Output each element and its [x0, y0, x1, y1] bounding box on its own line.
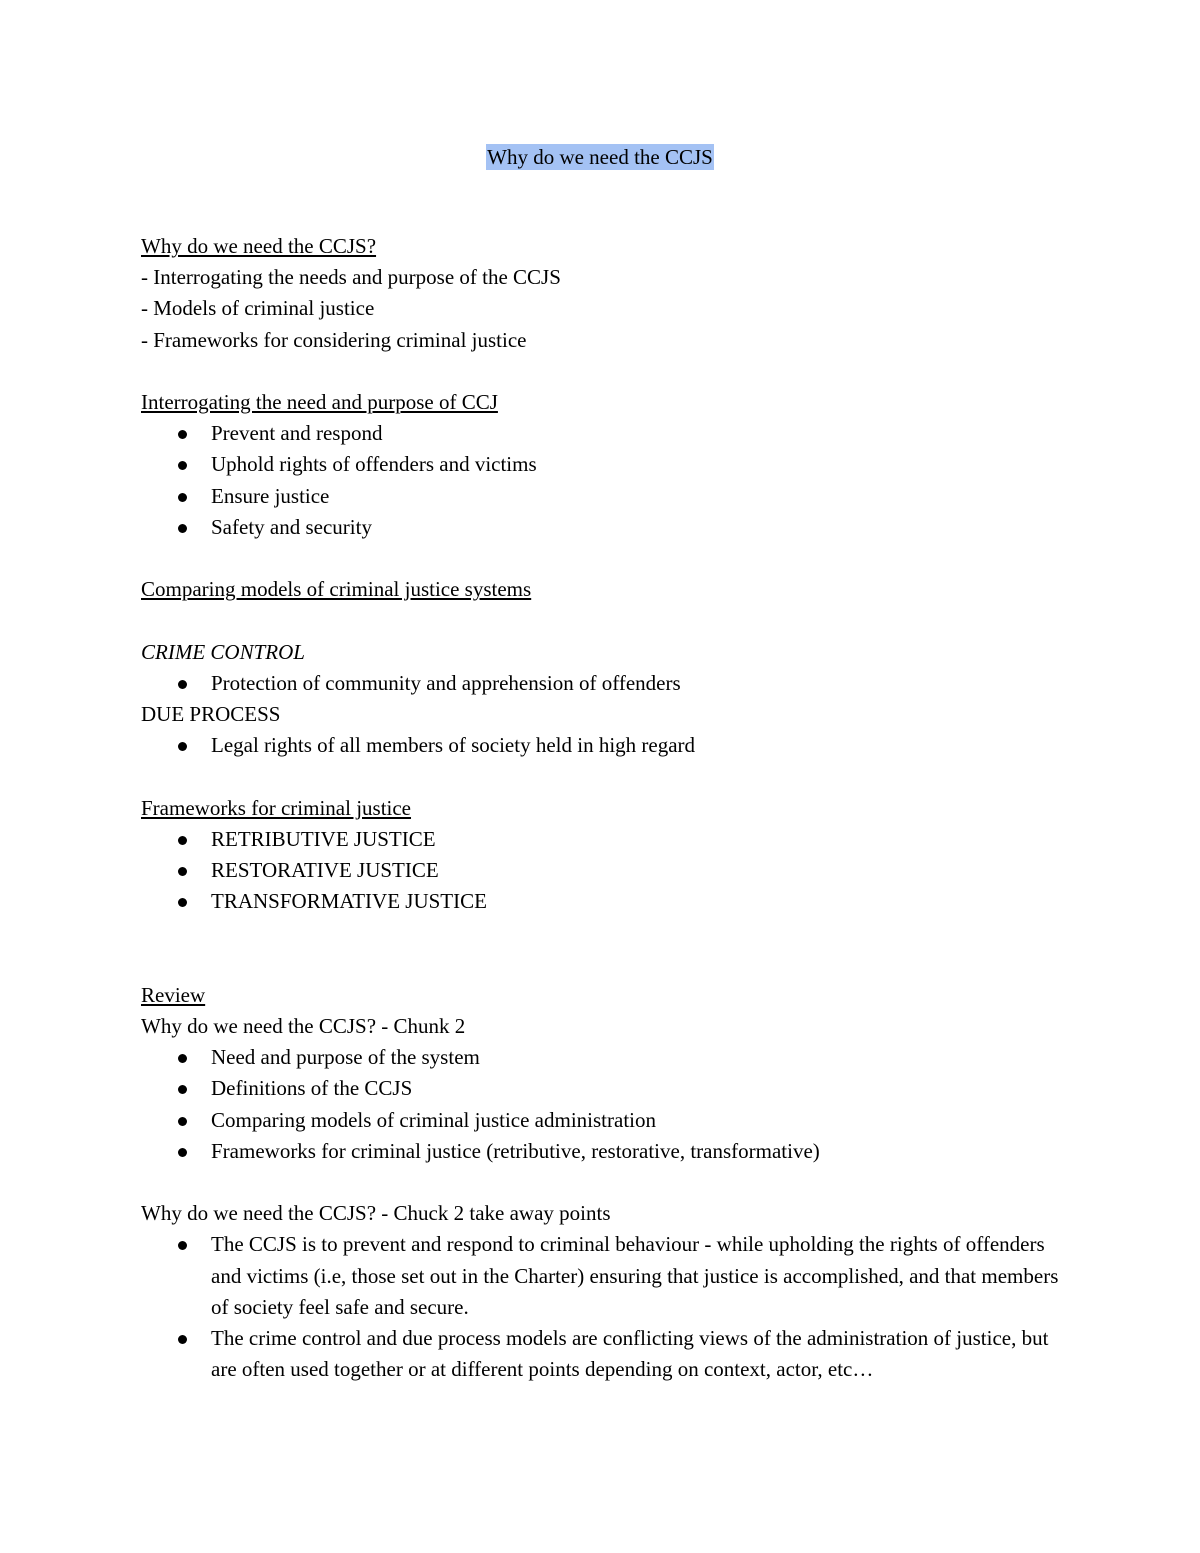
due-process-list: [141, 730, 1081, 761]
takeaways-heading: Why do we need the CCJS? - Chuck 2 take away points: [141, 1201, 611, 1226]
bullet-icon: [178, 493, 187, 502]
bullet-icon: [178, 430, 187, 439]
bullet-icon: [178, 867, 187, 876]
title-container: [0, 143, 1200, 171]
bullet-icon: [178, 680, 187, 689]
intro-heading: Why do we need the CCJS?: [141, 234, 377, 258]
list-item: Definitions of the CCJS: [211, 1073, 1081, 1104]
list-item: Frameworks for criminal justice (retributive, restorative, transformative): [211, 1136, 1081, 1167]
need-purpose-heading: Interrogating the need and purpose of CCJ: [141, 390, 498, 414]
list-item: Uphold rights of offenders and victims: [211, 449, 1081, 480]
review-heading: Review: [141, 982, 206, 1007]
intro-line: - Models of criminal justice: [141, 296, 375, 321]
list-item: Safety and security: [211, 512, 1081, 543]
frameworks-heading: Frameworks for criminal justice: [141, 795, 412, 820]
list-item: Ensure justice: [211, 481, 1081, 512]
list-item: Legal rights of all members of society held in high regard: [211, 730, 1081, 761]
bullet-icon: [178, 898, 187, 907]
bullet-icon: [178, 742, 187, 751]
review-subheading: Why do we need the CCJS? - Chunk 2: [141, 1014, 466, 1038]
frameworks-list: [141, 824, 1081, 918]
crime-control-label: CRIME CONTROL: [141, 639, 305, 664]
bullet-icon: [178, 1054, 187, 1063]
bullet-icon: [178, 1148, 187, 1157]
list-item: Need and purpose of the system: [211, 1042, 1081, 1073]
need-purpose-list: [141, 418, 1081, 543]
list-item: RESTORATIVE JUSTICE: [211, 855, 1081, 886]
crime-control-list: [141, 668, 1081, 699]
takeaways-list: [141, 1229, 1081, 1385]
bullet-icon: [178, 1085, 187, 1094]
bullet-icon: [178, 1241, 187, 1250]
list-item: RETRIBUTIVE JUSTICE: [211, 824, 1081, 855]
document-body: [141, 231, 1081, 1385]
bullet-icon: [178, 461, 187, 470]
bullet-icon: [178, 836, 187, 845]
intro-line: - Frameworks for considering criminal justice: [141, 327, 527, 352]
list-item: Comparing models of criminal justice administration: [211, 1105, 1081, 1136]
list-item: Prevent and respond: [211, 418, 1081, 449]
bullet-icon: [178, 1335, 187, 1344]
due-process-label: DUE PROCESS: [141, 702, 281, 726]
bullet-icon: [178, 1117, 187, 1126]
list-item: TRANSFORMATIVE JUSTICE: [211, 886, 1081, 917]
models-heading: Comparing models of criminal justice systems: [141, 577, 532, 602]
bullet-icon: [178, 524, 187, 533]
intro-line: - Interrogating the needs and purpose of the CCJS: [141, 265, 561, 290]
list-item: Protection of community and apprehension of offenders: [211, 668, 1081, 699]
list-item: The crime control and due process models are conflicting views of the administration of justice, but are often used together or at different points depending on context, actor, etc…: [211, 1323, 1061, 1385]
list-item: The CCJS is to prevent and respond to criminal behaviour - while upholding the rights of offenders and victims (i.e, those set out in the Charter) ensuring that justice is accomplished, and that members of society feel safe and secure.: [211, 1229, 1061, 1323]
document-title: Why do we need the CCJS: [487, 145, 713, 169]
review-list: [141, 1042, 1081, 1167]
